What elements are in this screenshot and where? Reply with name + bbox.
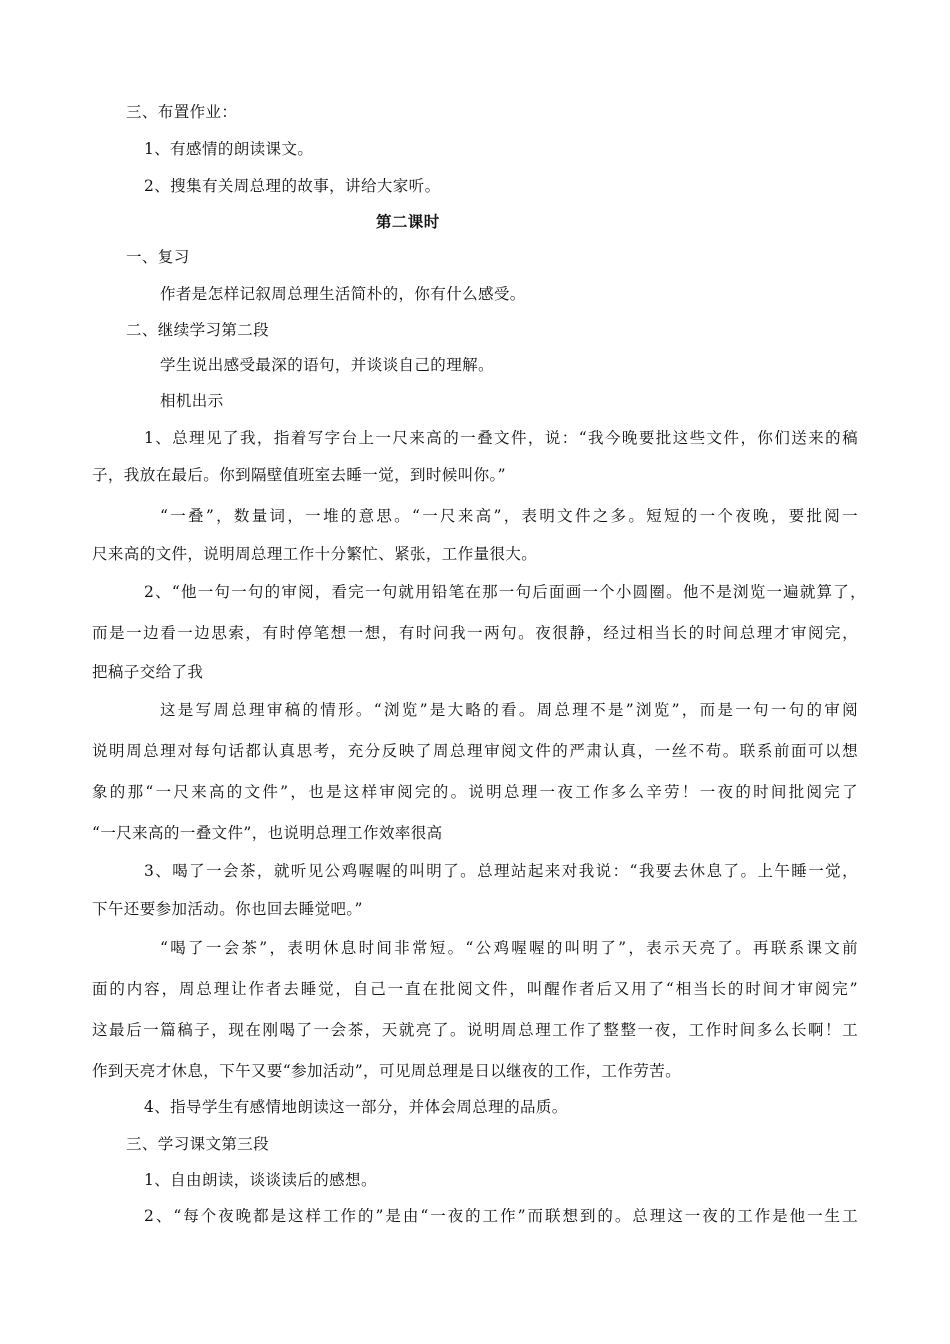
note-2-line-2: 说明周总理对每句话都认真思考，充分反映了周总理审阅文件的严肃认真，一丝不苟。联系前面可以想 [92, 742, 858, 760]
reading-guidance: 4、指导学生有感情地朗读这一部分，并体会周总理的品质。 [144, 1098, 568, 1116]
review-heading: 一、复习 [126, 248, 190, 266]
section-three-item-1: 1、自由朗读，谈谈读后的感想。 [144, 1171, 377, 1189]
note-3-line-1: “喝了一会茶”，表明休息时间非常短。“公鸡喔喔的叫明了”，表示天亮了。再联系课文前 [160, 939, 858, 957]
section-three-heading: 三、学习课文第三段 [126, 1135, 270, 1153]
note-3-line-2: 面的内容，周总理让作者去睡觉，自己一直在批阅文件，叫醒作者后又用了“相当长的时间才审阅完” [92, 980, 858, 998]
quote-3-line-1: 3、喝了一会茶，就听见公鸡喔喔的叫明了。总理站起来对我说：“我要去休息了。上午睡一觉， [144, 862, 858, 880]
review-question: 作者是怎样记叙周总理生活简朴的，你有什么感受。 [160, 285, 526, 303]
note-2-line-3: 象的那“一尺来高的文件”，也是这样审阅完的。说明总理一夜工作多么辛劳！一夜的时间批阅完了 [92, 783, 858, 801]
homework-item-2: 2、搜集有关周总理的故事，讲给大家听。 [144, 177, 441, 195]
note-3-line-4: 作到天亮才休息，下午又要“参加活动”，可见周总理是日以继夜的工作，工作劳苦。 [92, 1062, 682, 1080]
homework-item-1: 1、有感情的朗读课文。 [144, 140, 314, 158]
note-2-line-1: 这是写周总理审稿的情形。“浏览”是大略的看。周总理不是”浏览”，而是一句一句的审阅 [160, 701, 858, 719]
section-two-instruction: 学生说出感受最深的语句，并谈谈自己的理解。 [160, 356, 494, 374]
note-1-line-2: 尺来高的文件，说明周总理工作十分繁忙、紧张，工作量很大。 [92, 545, 538, 563]
note-2-line-4: “一尺来高的一叠文件”，也说明总理工作效率很高 [92, 824, 443, 842]
quote-3-line-2: 下午还要参加活动。你也回去睡觉吧。” [92, 900, 363, 918]
homework-heading: 三、布置作业： [126, 103, 238, 121]
lesson-title: 第二课时 [376, 212, 440, 231]
quote-2-line-1: 2、“他一句一句的审阅，看完一句就用铅笔在那一句后面画一个小圆圈。他不是浏览一遍就算了， [144, 583, 866, 601]
note-3-line-3: 这最后一篇稿子，现在刚喝了一会茶，天就亮了。说明周总理工作了整整一夜，工作时间多么长啊！工 [92, 1021, 858, 1039]
section-three-item-2: 2、“每个夜晚都是这样工作的”是由“一夜的工作”而联想到的。总理这一夜的工作是他一生工 [144, 1207, 858, 1225]
quote-1-line-1: 1、总理见了我，指着写字台上一尺来高的一叠文件，说：“我今晚要批这些文件，你们送来的稿 [144, 429, 858, 447]
quote-2-line-2: 而是一边看一边思索，有时停笔想一想，有时问我一两句。夜很静，经过相当长的时间总理才审阅完， [92, 624, 858, 642]
note-1-line-1: “一叠”，数量词，一堆的意思。“一尺来高”，表明文件之多。短短的一个夜晚，要批阅一 [160, 507, 858, 525]
display-prompt: 相机出示 [160, 392, 224, 410]
section-two-heading: 二、继续学习第二段 [126, 321, 270, 339]
quote-1-line-2: 子，我放在最后。你到隔壁值班室去睡一觉，到时候叫你。” [92, 466, 506, 484]
quote-2-line-3: 把稿子交给了我 [92, 663, 204, 681]
